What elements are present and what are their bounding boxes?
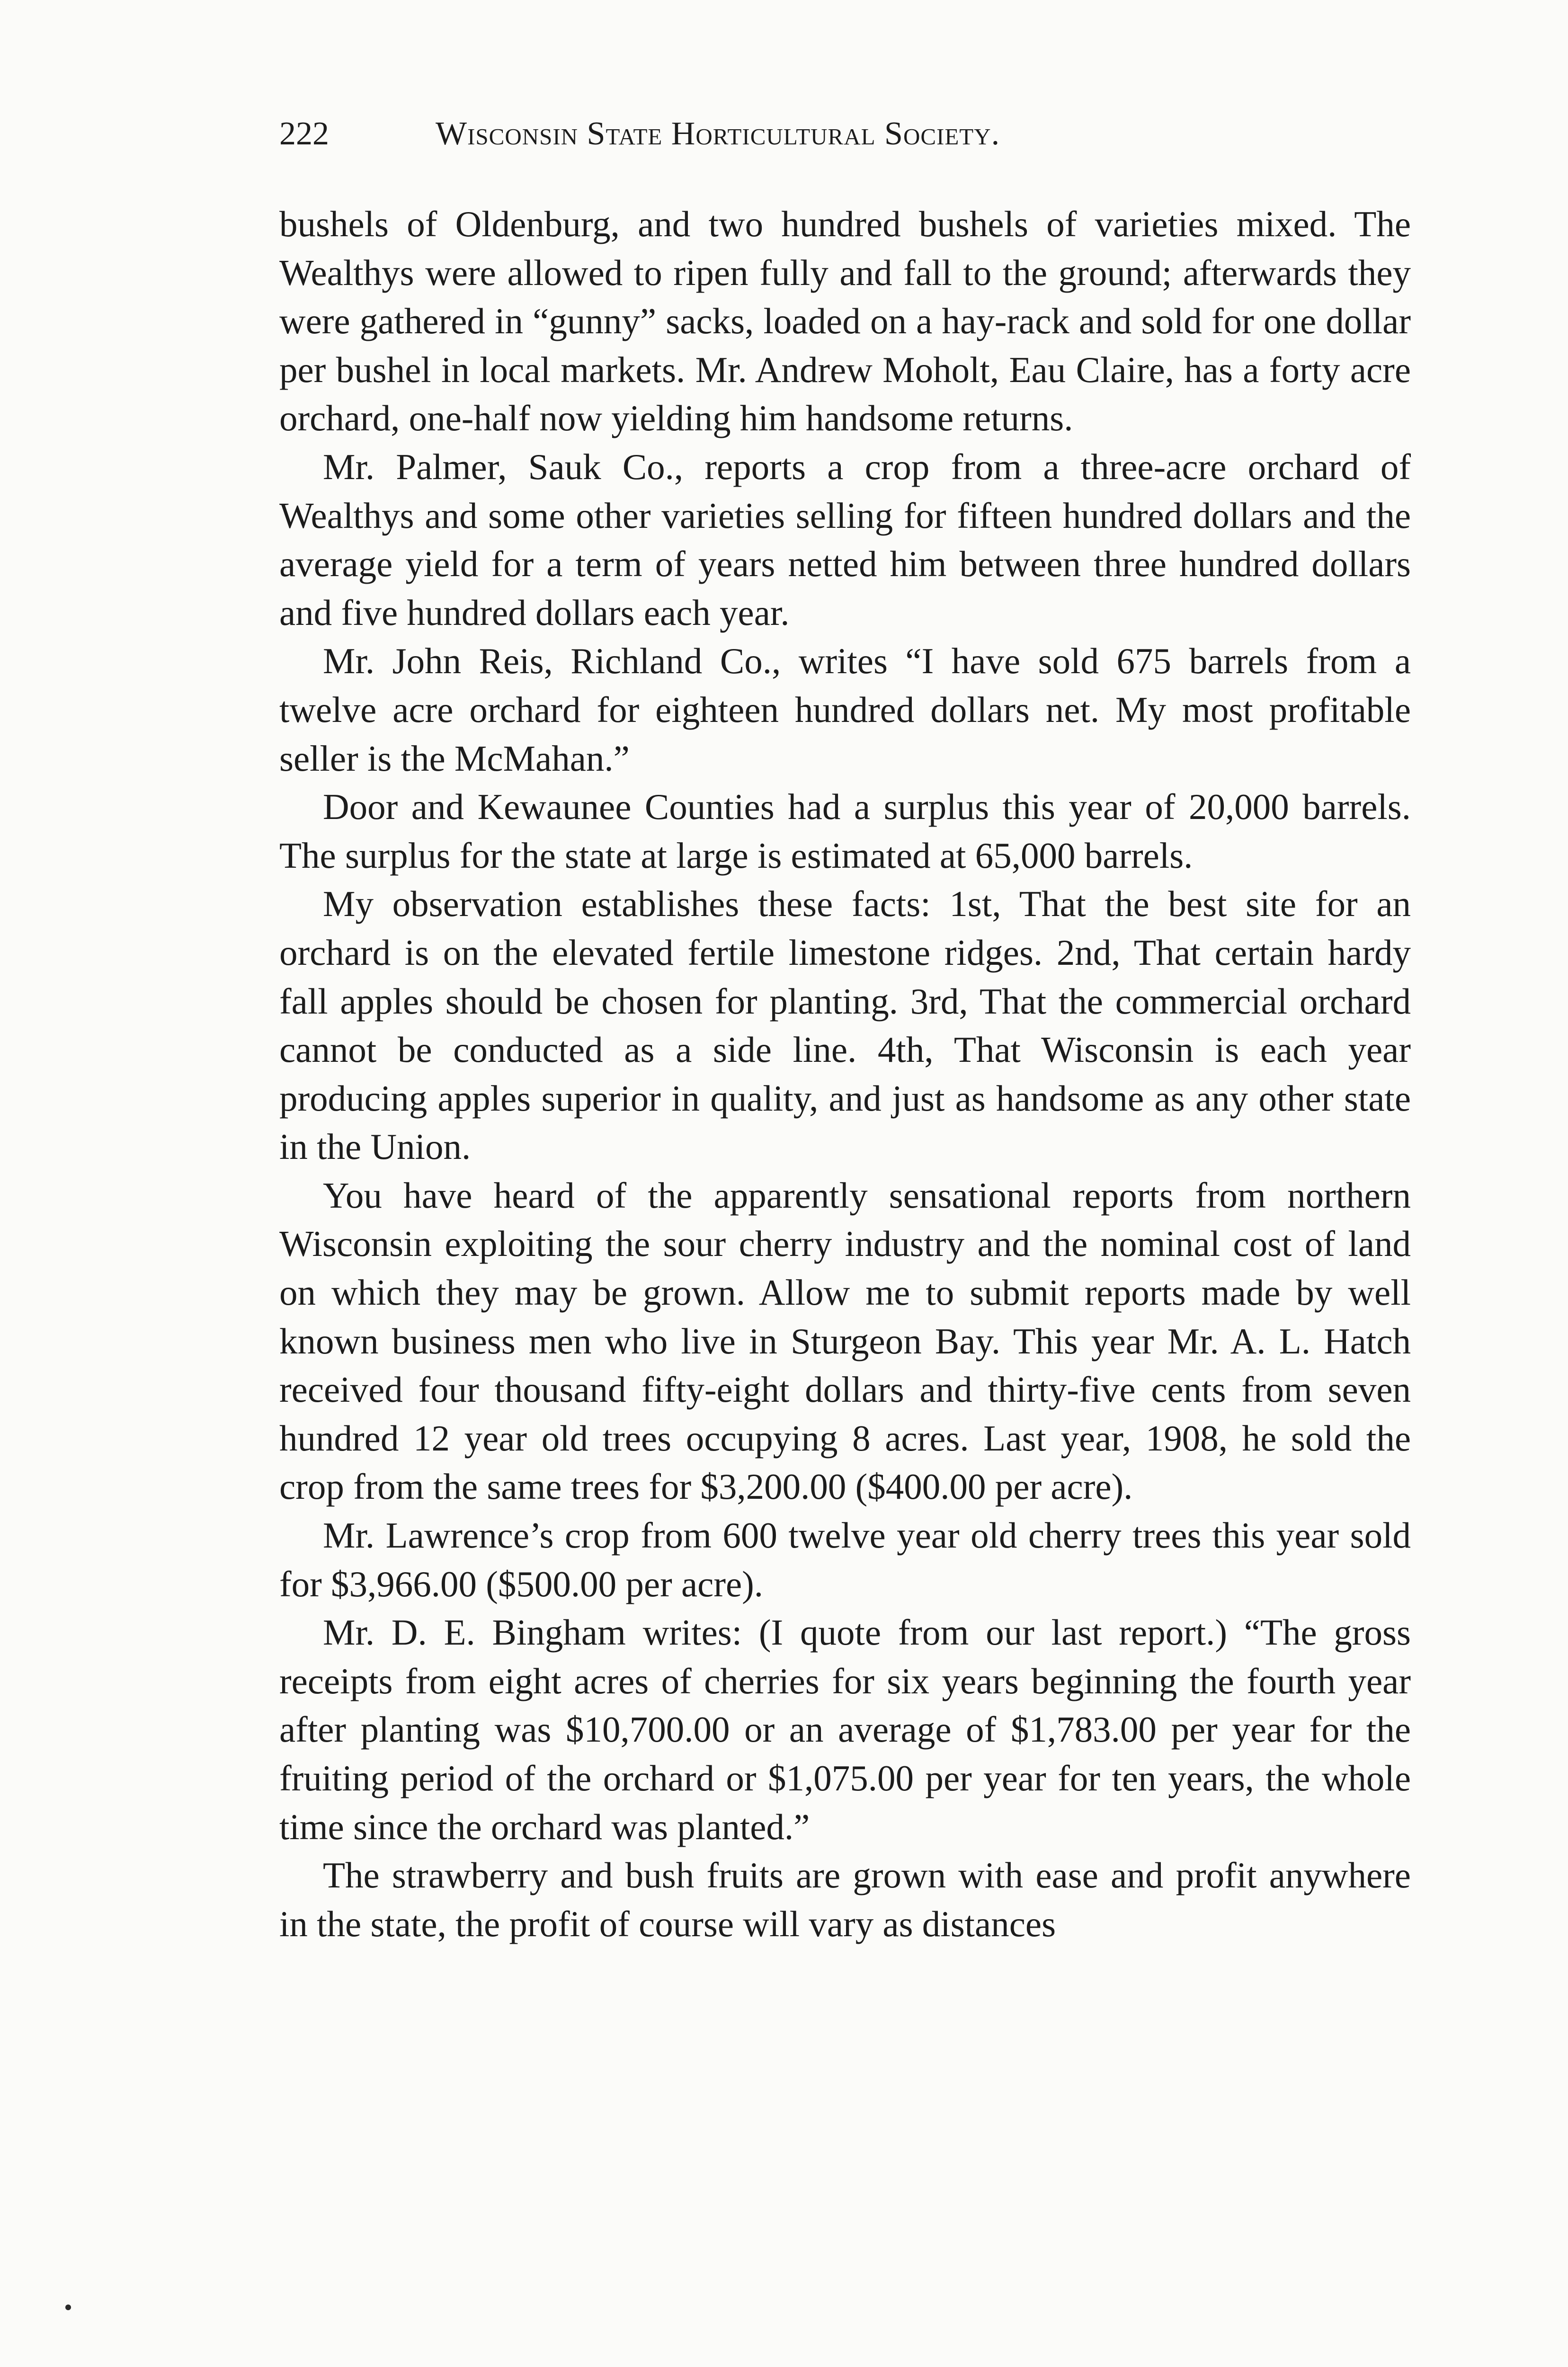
paragraph-observation: My observation establishes these facts: 1st, That the best site for an orchard is on the elevated fertile limestone ridges. 2nd, That certain hardy fall apples should be chosen for planting. 3rd, That the commercial orchard cannot be conducted as a side line. 4th, That Wisconsin is each year producing apples superior in quality, and just as handsome as any other state in the Union. — [279, 883, 1411, 1167]
paragraph-palmer: Mr. Palmer, Sauk Co., reports a crop from a three-acre orchard of Wealthys and some other varieties selling for fifteen hundred dollars and the average yield for a term of years netted him between three hundred dollars and five hundred dollars each year. — [279, 446, 1411, 633]
body-text — [279, 200, 1411, 1948]
paragraph-reis: Mr. John Reis, Richland Co., writes “I have sold 675 barrels from a twelve acre orchard for eighteen hundred dollars net. My most profitable seller is the McMahan.” — [279, 641, 1411, 779]
paragraph-oldenburg-continuation: bushels of Oldenburg, and two hundred bushels of varieties mixed. The Wealthys were allowed to ripen fully and fall to the ground; afterwards they were gathered in “gunny” sacks, loaded on a hay-rack and sold for one dollar per bushel in local markets. Mr. Andrew Moholt, Eau Claire, has a forty acre orchard, one-half now yielding him handsome returns. — [279, 204, 1411, 439]
running-title: Wisconsin State Horticultural Society. — [436, 116, 1000, 152]
page-number: 222 — [279, 116, 329, 152]
paragraph-bingham: Mr. D. E. Bingham writes: (I quote from our last report.) “The gross receipts from eight acres of cherries for six years beginning the fourth year after planting was $10,700.00 or an average of $1,783.00 per year for the fruiting period of the orchard or $1,075.00 per year for ten years, the whole time since the orchard was planted.” — [279, 1612, 1411, 1847]
paragraph-lawrence: Mr. Lawrence’s crop from 600 twelve year old cherry trees this year sold for $3,966.00 ($500.00 per acre). — [279, 1515, 1411, 1604]
paragraph-strawberry: The strawberry and bush fruits are grown with ease and profit anywhere in the state, the profit of course will vary as distances — [279, 1855, 1411, 1944]
scan-speck — [65, 2305, 71, 2310]
paragraph-cherry-industry: You have heard of the apparently sensational reports from northern Wisconsin exploiting the sour cherry industry and the nominal cost of land on which they may be grown. Allow me to submit reports made by well known business men who live in Sturgeon Bay. This year Mr. A. L. Hatch received four thousand fifty-eight dollars and thirty-five cents from seven hundred 12 year old trees occupying 8 acres. Last year, 1908, he sold the crop from the same trees for $3,200.00 ($400.00 per acre). — [279, 1175, 1411, 1507]
paragraph-door-kewaunee: Door and Kewaunee Counties had a surplus this year of 20,000 barrels. The surplus for the state at large is estimated at 65,000 barrels. — [279, 786, 1411, 876]
running-header — [279, 108, 1416, 160]
